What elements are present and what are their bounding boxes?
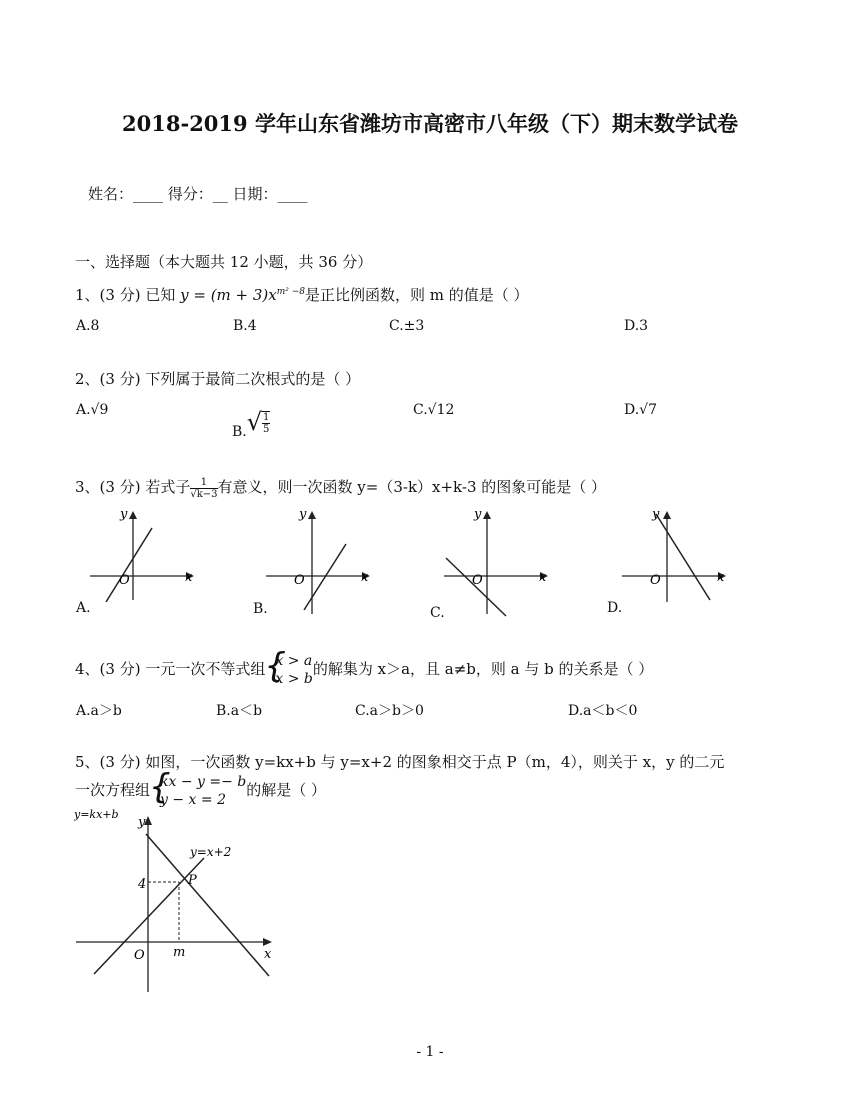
q1-formula: $y = (m + 3)x^{m^2 -8}$ — [180, 286, 306, 304]
q3-option-d: D. — [607, 600, 623, 616]
q3-graph-b — [262, 506, 374, 616]
svg-text:x: x — [185, 570, 193, 585]
question-5-line1: 5、(3 分) 如图，一次函数 y=kx+b 与 y=x+2 的图象相交于点 P（m，4），则关于 x，y 的二元 — [75, 753, 725, 771]
q3-graph-d — [618, 506, 730, 604]
q4-option-b: B.a＜b — [216, 703, 263, 719]
q3-option-a: A. — [76, 600, 91, 616]
svg-text:x: x — [264, 947, 272, 962]
svg-text:4: 4 — [138, 877, 147, 892]
svg-text:y: y — [474, 507, 482, 522]
svg-text:x: x — [361, 570, 369, 585]
q3-graph-a — [86, 506, 198, 602]
q4-inequality-system: { x > a x > b — [265, 652, 313, 688]
svg-text:y: y — [652, 507, 660, 522]
q2-option-b-fraction: $\frac{1}{5}$ — [263, 412, 270, 435]
exam-title: 2018-2019 学年山东省潍坊市高密市八年级（下）期末数学试卷 — [122, 111, 738, 136]
q2-option-b-label: B. — [232, 424, 247, 440]
question-2: 2、(3 分) 下列属于最简二次根式的是（ ） — [75, 370, 361, 388]
svg-text:O: O — [472, 573, 483, 588]
q1-option-b: B.4 — [233, 318, 257, 334]
q4-option-c: C.a＞b＞0 — [355, 703, 424, 719]
q4-option-d: D.a＜b＜0 — [568, 703, 638, 719]
q5-suffix: 的解是（ ） — [246, 781, 327, 799]
q1-suffix: 是正比例函数，则 m 的值是（ ） — [305, 286, 529, 304]
q3-option-c: C. — [430, 605, 445, 621]
svg-text:P: P — [188, 873, 197, 888]
q1-option-a: A.8 — [76, 318, 100, 334]
page-number: - 1 - — [416, 1044, 444, 1060]
q5-graph — [74, 806, 284, 992]
q5-equation-system: { kx − y =− b y − x = 2 — [150, 773, 246, 809]
label-x-2: y=x+2 — [190, 845, 232, 859]
q4-prefix: 4、(3 分) 一元一次不等式组 — [75, 660, 266, 678]
student-info-line: 姓名：____ 得分：__ 日期：____ — [88, 185, 308, 203]
q3-prefix: 3、(3 分) 若式子 — [75, 478, 191, 496]
q4-option-a: A.a＞b — [76, 703, 122, 719]
svg-text:O: O — [294, 573, 305, 588]
q3-fraction: $\frac{1}{√k-3}$ — [190, 476, 218, 500]
svg-text:y: y — [120, 507, 128, 522]
q2-option-a: A.√9 — [76, 402, 109, 418]
svg-text:y: y — [138, 815, 146, 830]
question-5-line2 — [75, 773, 326, 809]
question-3 — [75, 476, 606, 500]
section-heading: 一、选择题（本大题共 12 小题，共 36 分） — [75, 253, 373, 271]
q2-option-c: C.√12 — [413, 402, 455, 418]
svg-text:x: x — [539, 570, 547, 585]
q5-prefix: 一次方程组 — [75, 781, 151, 799]
q1-option-d: D.3 — [624, 318, 649, 334]
svg-text:y: y — [299, 507, 307, 522]
q2-option-b: B.√ $\frac{1}{5}$ — [232, 408, 270, 440]
question-1 — [75, 284, 529, 305]
q3-option-b: B. — [253, 601, 268, 617]
svg-text:x: x — [717, 570, 725, 585]
q2-option-d: D.√7 — [624, 402, 658, 418]
question-4 — [75, 652, 653, 688]
svg-text:m: m — [173, 945, 186, 960]
q1-option-c: C.±3 — [389, 318, 425, 334]
label-kx-b: y=kx+b — [74, 808, 119, 821]
q4-suffix: 的解集为 x＞a，且 a≠b，则 a 与 b 的关系是（ ） — [312, 660, 654, 678]
q3-graph-c — [440, 506, 552, 618]
svg-text:O: O — [134, 948, 145, 963]
svg-text:O: O — [650, 573, 661, 588]
svg-text:O: O — [119, 573, 130, 588]
q3-suffix: 有意义，则一次函数 y=（3-k）x+k-3 的图象可能是（ ） — [217, 478, 607, 496]
q1-prefix: 1、(3 分) 已知 — [75, 286, 181, 304]
